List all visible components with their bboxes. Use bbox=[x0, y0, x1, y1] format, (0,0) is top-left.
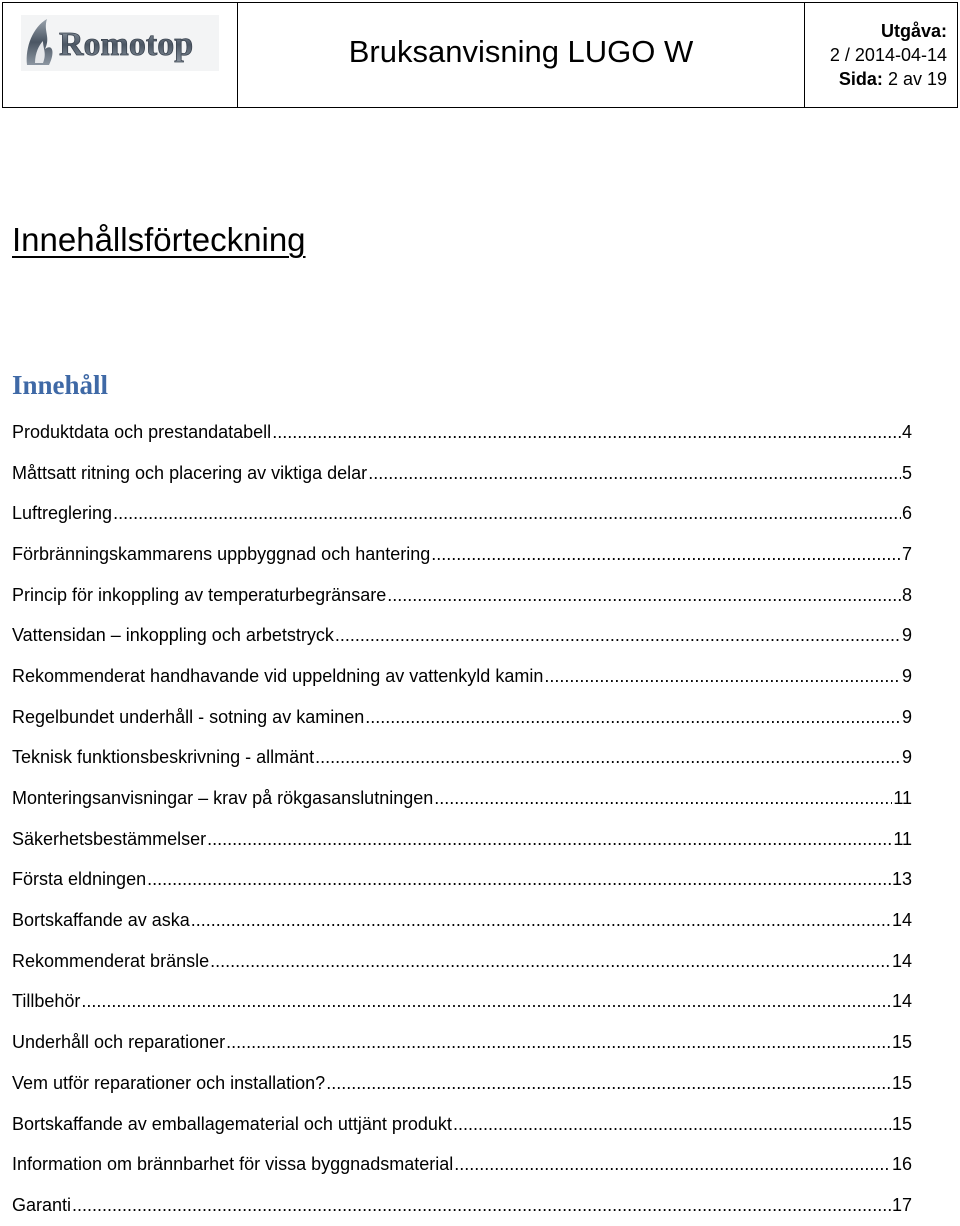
toc-leader-dots bbox=[210, 951, 891, 972]
svg-text:Romotop: Romotop bbox=[59, 26, 194, 63]
toc-leader-dots bbox=[454, 1154, 891, 1175]
toc-entry-label: Teknisk funktionsbeskrivning - allmänt bbox=[12, 747, 315, 768]
toc-entry-label: Vattensidan – inkoppling och arbetstryck bbox=[12, 625, 334, 646]
toc-leader-dots bbox=[226, 1032, 891, 1053]
page-value: 2 av 19 bbox=[887, 69, 947, 89]
logo-cell bbox=[3, 3, 238, 107]
toc-entry[interactable] bbox=[12, 941, 912, 982]
toc-entry-page: 15 bbox=[891, 1113, 912, 1134]
toc-entry-label: Princip för inkoppling av temperaturbegränsare bbox=[12, 584, 387, 605]
toc-entry[interactable] bbox=[12, 412, 912, 453]
toc-entry-page: 7 bbox=[901, 543, 912, 564]
toc-entry-page: 9 bbox=[901, 706, 912, 727]
toc-entry-page: 4 bbox=[901, 421, 912, 442]
toc-entry-page: 5 bbox=[901, 462, 912, 483]
toc-entry-label: Säkerhetsbestämmelser bbox=[12, 828, 207, 849]
toc-entry[interactable] bbox=[12, 453, 912, 494]
toc-entry[interactable] bbox=[12, 738, 912, 779]
page-number bbox=[839, 67, 947, 91]
toc-entry-page: 9 bbox=[901, 625, 912, 646]
toc-entry-page: 17 bbox=[891, 1194, 912, 1215]
toc-entry[interactable] bbox=[12, 1185, 912, 1226]
toc-leader-dots bbox=[81, 991, 891, 1012]
toc-entry-page: 14 bbox=[891, 910, 912, 931]
page-title: Innehållsförteckning bbox=[12, 221, 306, 258]
edition-label: Utgåva: bbox=[880, 21, 947, 41]
toc-entry[interactable] bbox=[12, 982, 912, 1023]
toc-entry[interactable] bbox=[12, 1063, 912, 1104]
toc-entry-page: 9 bbox=[901, 747, 912, 768]
table-of-contents bbox=[12, 412, 912, 1226]
toc-leader-dots bbox=[191, 910, 891, 931]
toc-entry-label: Monteringsanvisningar – krav på rökgasanslutningen bbox=[12, 788, 434, 809]
toc-entry[interactable] bbox=[12, 1144, 912, 1185]
toc-entry[interactable] bbox=[12, 1022, 912, 1063]
toc-entry-label: Bortskaffande av emballagematerial och uttjänt produkt bbox=[12, 1113, 452, 1134]
toc-entry[interactable] bbox=[12, 575, 912, 616]
toc-leader-dots bbox=[326, 1073, 891, 1094]
toc-leader-dots bbox=[434, 788, 892, 809]
toc-entry-page: 16 bbox=[891, 1154, 912, 1175]
toc-leader-dots bbox=[315, 747, 901, 768]
toc-entry-label: Regelbundet underhåll - sotning av kaminen bbox=[12, 706, 365, 727]
toc-entry-label: Rekommenderat bränsle bbox=[12, 950, 210, 971]
toc-entry-label: Vem utför reparationer och installation? bbox=[12, 1072, 326, 1093]
toc-entry-label: Rekommenderat handhavande vid uppeldning av vattenkyld kamin bbox=[12, 665, 544, 686]
toc-leader-dots bbox=[368, 463, 901, 484]
toc-leader-dots bbox=[365, 707, 901, 728]
toc-entry-label: Garanti bbox=[12, 1194, 72, 1215]
toc-entry-page: 15 bbox=[891, 1032, 912, 1053]
toc-leader-dots bbox=[113, 503, 901, 524]
edition-value: 2 / 2014-04-14 bbox=[829, 45, 947, 65]
toc-entry[interactable] bbox=[12, 900, 912, 941]
toc-entry[interactable] bbox=[12, 493, 912, 534]
toc-leader-dots bbox=[207, 829, 892, 850]
toc-entry-label: Bortskaffande av aska bbox=[12, 910, 190, 931]
toc-entry-page: 14 bbox=[891, 950, 912, 971]
toc-heading: Innehåll bbox=[12, 370, 109, 400]
toc-leader-dots bbox=[453, 1114, 891, 1135]
toc-leader-dots bbox=[544, 666, 901, 687]
toc-leader-dots bbox=[431, 544, 901, 565]
document-title: Bruksanvisning LUGO W bbox=[348, 34, 694, 69]
toc-entry[interactable] bbox=[12, 656, 912, 697]
toc-leader-dots bbox=[147, 869, 891, 890]
toc-entry[interactable] bbox=[12, 1104, 912, 1145]
toc-entry-label: Tillbehör bbox=[12, 991, 81, 1012]
toc-entry-page: 11 bbox=[893, 828, 912, 849]
toc-entry-page: 8 bbox=[901, 584, 912, 605]
toc-leader-dots bbox=[387, 585, 901, 606]
toc-entry-label: Förbränningskammarens uppbyggnad och hantering bbox=[12, 543, 431, 564]
toc-entry-page: 9 bbox=[901, 665, 912, 686]
toc-leader-dots bbox=[72, 1195, 891, 1216]
toc-entry-label: Produktdata och prestandatabell bbox=[12, 421, 272, 442]
toc-leader-dots bbox=[272, 422, 901, 443]
toc-entry[interactable] bbox=[12, 697, 912, 738]
toc-entry-label: Luftreglering bbox=[12, 503, 113, 524]
page-label: Sida: bbox=[838, 69, 883, 89]
title-cell bbox=[238, 3, 805, 107]
toc-entry-label: Underhåll och reparationer bbox=[12, 1032, 226, 1053]
toc-entry[interactable] bbox=[12, 615, 912, 656]
toc-entry[interactable] bbox=[12, 819, 912, 860]
toc-entry-label: Första eldningen bbox=[12, 869, 147, 890]
toc-entry-label: Måttsatt ritning och placering av viktiga delar bbox=[12, 462, 368, 483]
toc-entry-page: 13 bbox=[891, 869, 912, 890]
toc-entry[interactable] bbox=[12, 534, 912, 575]
toc-entry[interactable] bbox=[12, 860, 912, 901]
toc-entry-page: 6 bbox=[901, 503, 912, 524]
toc-leader-dots bbox=[335, 625, 901, 646]
toc-entry-page: 14 bbox=[891, 991, 912, 1012]
romotop-logo bbox=[21, 13, 219, 73]
toc-entry[interactable] bbox=[12, 778, 912, 819]
toc-entry-page: 11 bbox=[893, 788, 912, 809]
toc-entry-page: 15 bbox=[891, 1072, 912, 1093]
page-header bbox=[2, 2, 958, 108]
toc-entry-label: Information om brännbarhet för vissa byggnadsmaterial bbox=[12, 1154, 454, 1175]
meta-cell bbox=[805, 3, 957, 107]
